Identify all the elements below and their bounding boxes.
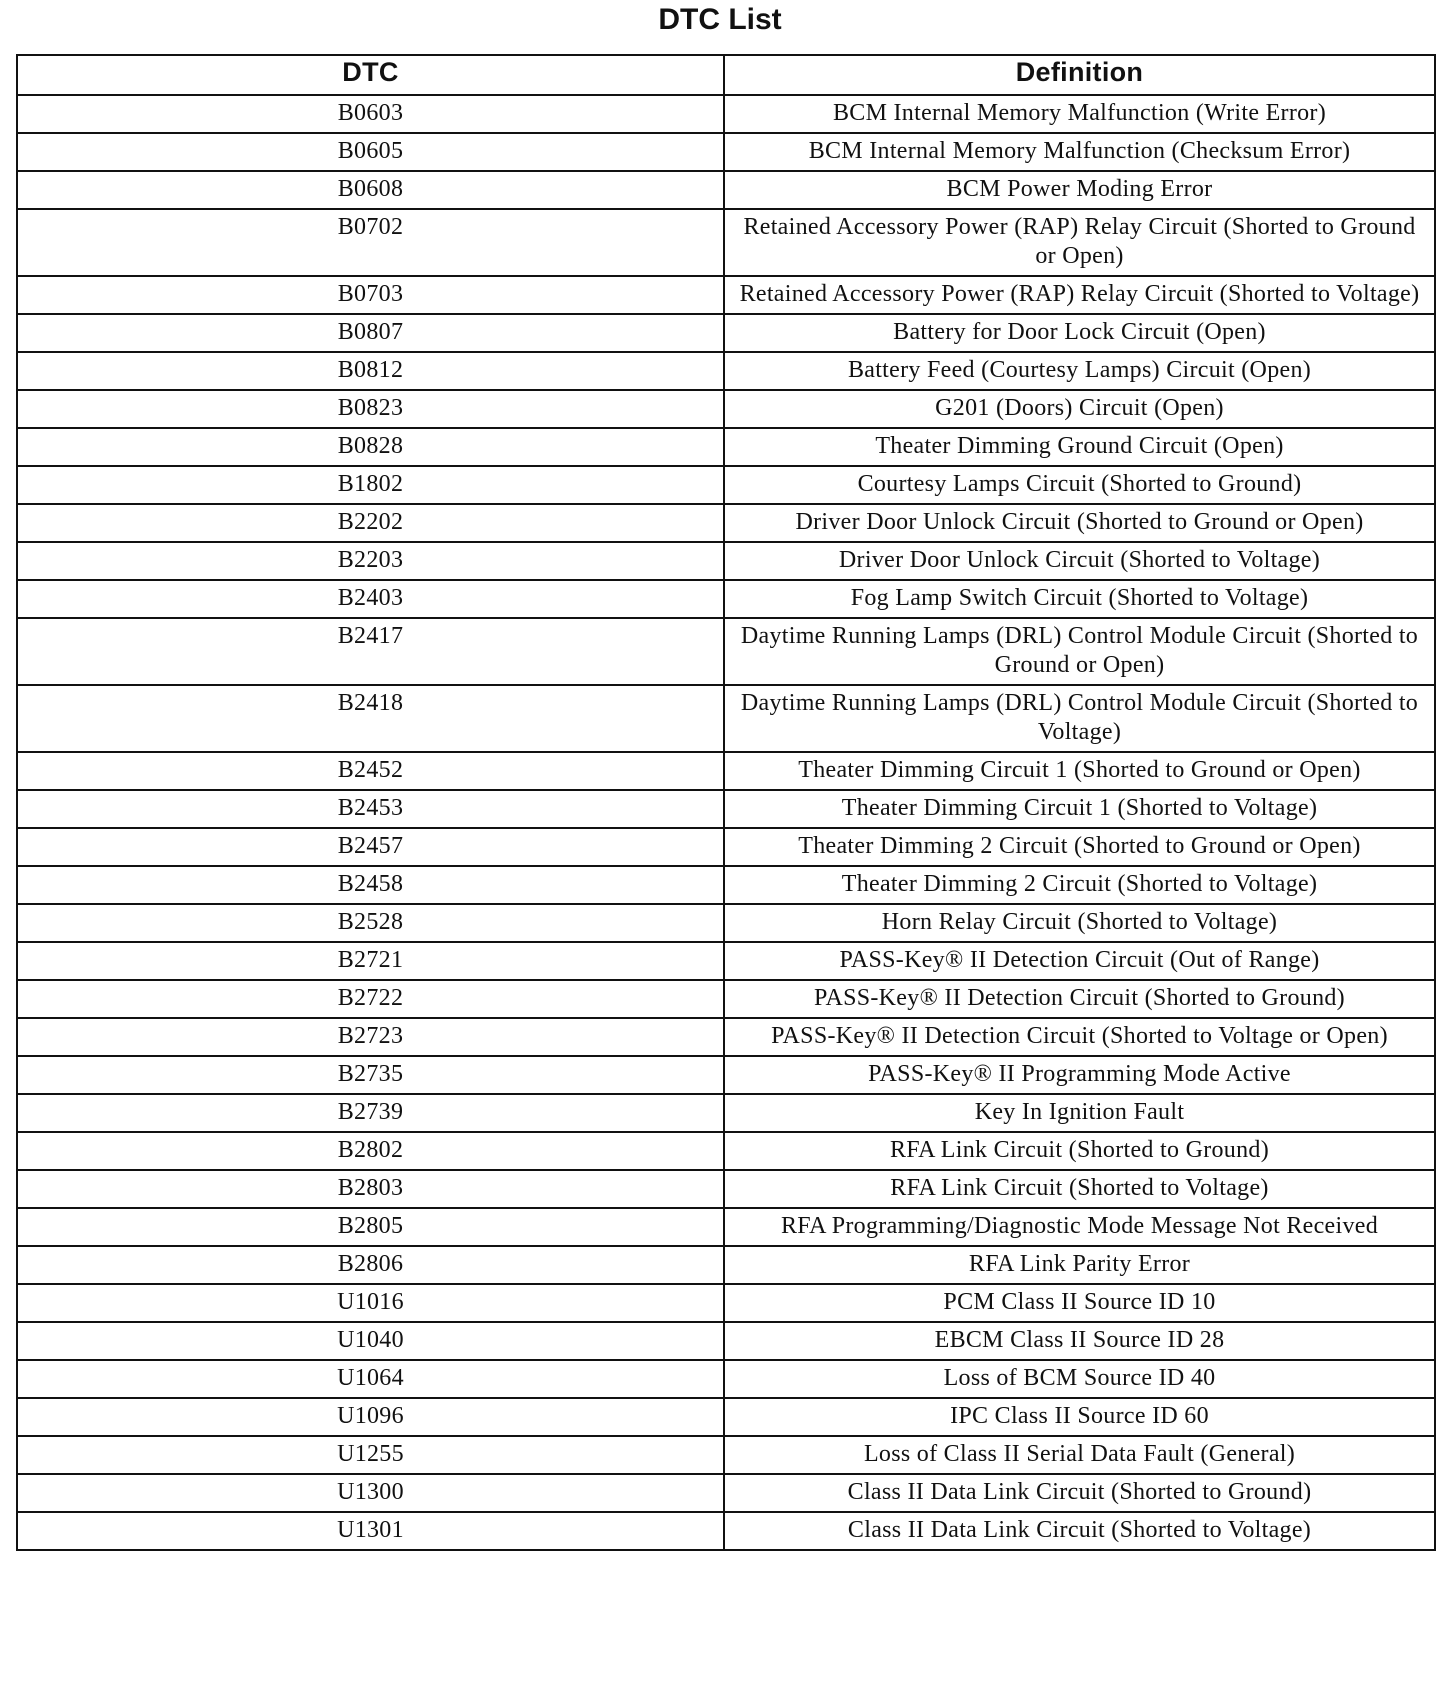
dtc-definition-cell: Theater Dimming Circuit 1 (Shorted to Voltage) <box>724 790 1435 828</box>
dtc-definition-cell: PASS-Key® II Detection Circuit (Shorted to Ground) <box>724 980 1435 1018</box>
table-row <box>17 1018 1435 1056</box>
dtc-definition-cell: Class II Data Link Circuit (Shorted to Voltage) <box>724 1512 1435 1550</box>
table-row <box>17 942 1435 980</box>
dtc-code-cell: B2721 <box>17 942 724 980</box>
dtc-definition-cell: PCM Class II Source ID 10 <box>724 1284 1435 1322</box>
table-row <box>17 1360 1435 1398</box>
dtc-code-cell: B0703 <box>17 276 724 314</box>
dtc-definition-cell: Battery Feed (Courtesy Lamps) Circuit (Open) <box>724 352 1435 390</box>
table-row <box>17 1056 1435 1094</box>
dtc-code-cell: B1802 <box>17 466 724 504</box>
dtc-definition-cell: Class II Data Link Circuit (Shorted to Ground) <box>724 1474 1435 1512</box>
dtc-code-cell: B2452 <box>17 752 724 790</box>
dtc-definition-cell: Theater Dimming Circuit 1 (Shorted to Ground or Open) <box>724 752 1435 790</box>
dtc-code-cell: B2203 <box>17 542 724 580</box>
table-row <box>17 685 1435 752</box>
dtc-code-cell: B2723 <box>17 1018 724 1056</box>
table-row <box>17 542 1435 580</box>
dtc-code-cell: B2457 <box>17 828 724 866</box>
table-row <box>17 1436 1435 1474</box>
table-row <box>17 1246 1435 1284</box>
header-row <box>17 55 1435 95</box>
table-row <box>17 618 1435 685</box>
dtc-code-cell: B0807 <box>17 314 724 352</box>
dtc-code-cell: B2403 <box>17 580 724 618</box>
dtc-code-cell: B2803 <box>17 1170 724 1208</box>
table-row <box>17 390 1435 428</box>
dtc-definition-cell: Driver Door Unlock Circuit (Shorted to Voltage) <box>724 542 1435 580</box>
column-header-definition: Definition <box>724 55 1435 95</box>
dtc-definition-cell: Fog Lamp Switch Circuit (Shorted to Voltage) <box>724 580 1435 618</box>
dtc-definition-cell: RFA Link Circuit (Shorted to Ground) <box>724 1132 1435 1170</box>
table-row <box>17 352 1435 390</box>
table-row <box>17 1284 1435 1322</box>
dtc-code-cell: B2735 <box>17 1056 724 1094</box>
table-row <box>17 1208 1435 1246</box>
dtc-table <box>16 54 1436 1551</box>
table-row <box>17 904 1435 942</box>
dtc-code-cell: U1040 <box>17 1322 724 1360</box>
dtc-code-cell: B2458 <box>17 866 724 904</box>
dtc-definition-cell: RFA Link Circuit (Shorted to Voltage) <box>724 1170 1435 1208</box>
table-row <box>17 752 1435 790</box>
dtc-definition-cell: Driver Door Unlock Circuit (Shorted to Ground or Open) <box>724 504 1435 542</box>
table-row <box>17 504 1435 542</box>
dtc-definition-cell: Daytime Running Lamps (DRL) Control Module Circuit (Shorted to Ground or Open) <box>724 618 1435 685</box>
dtc-definition-cell: EBCM Class II Source ID 28 <box>724 1322 1435 1360</box>
dtc-definition-cell: IPC Class II Source ID 60 <box>724 1398 1435 1436</box>
table-row <box>17 580 1435 618</box>
dtc-code-cell: B0702 <box>17 209 724 276</box>
dtc-code-cell: B2202 <box>17 504 724 542</box>
column-header-dtc: DTC <box>17 55 724 95</box>
table-row <box>17 466 1435 504</box>
dtc-code-cell: B0605 <box>17 133 724 171</box>
dtc-code-cell: U1096 <box>17 1398 724 1436</box>
dtc-code-cell: U1300 <box>17 1474 724 1512</box>
dtc-definition-cell: PASS-Key® II Programming Mode Active <box>724 1056 1435 1094</box>
dtc-definition-cell: Daytime Running Lamps (DRL) Control Module Circuit (Shorted to Voltage) <box>724 685 1435 752</box>
table-row <box>17 314 1435 352</box>
dtc-code-cell: B2802 <box>17 1132 724 1170</box>
dtc-definition-cell: G201 (Doors) Circuit (Open) <box>724 390 1435 428</box>
table-row <box>17 276 1435 314</box>
dtc-definition-cell: Retained Accessory Power (RAP) Relay Circuit (Shorted to Ground or Open) <box>724 209 1435 276</box>
dtc-code-cell: U1016 <box>17 1284 724 1322</box>
dtc-definition-cell: Theater Dimming 2 Circuit (Shorted to Ground or Open) <box>724 828 1435 866</box>
table-row <box>17 828 1435 866</box>
dtc-code-cell: B0823 <box>17 390 724 428</box>
table-row <box>17 980 1435 1018</box>
dtc-code-cell: U1301 <box>17 1512 724 1550</box>
dtc-definition-cell: RFA Programming/Diagnostic Mode Message Not Received <box>724 1208 1435 1246</box>
table-row <box>17 171 1435 209</box>
table-row <box>17 1132 1435 1170</box>
dtc-code-cell: B2528 <box>17 904 724 942</box>
table-row <box>17 209 1435 276</box>
dtc-definition-cell: Loss of Class II Serial Data Fault (General) <box>724 1436 1435 1474</box>
dtc-definition-cell: BCM Internal Memory Malfunction (Checksum Error) <box>724 133 1435 171</box>
dtc-definition-cell: Key In Ignition Fault <box>724 1094 1435 1132</box>
dtc-code-cell: U1064 <box>17 1360 724 1398</box>
dtc-definition-cell: Horn Relay Circuit (Shorted to Voltage) <box>724 904 1435 942</box>
table-row <box>17 133 1435 171</box>
dtc-code-cell: B0828 <box>17 428 724 466</box>
dtc-code-cell: B2722 <box>17 980 724 1018</box>
table-row <box>17 1474 1435 1512</box>
dtc-definition-cell: BCM Power Moding Error <box>724 171 1435 209</box>
table-row <box>17 95 1435 133</box>
dtc-definition-cell: Theater Dimming 2 Circuit (Shorted to Voltage) <box>724 866 1435 904</box>
table-row <box>17 790 1435 828</box>
dtc-definition-cell: Retained Accessory Power (RAP) Relay Circuit (Shorted to Voltage) <box>724 276 1435 314</box>
table-row <box>17 1512 1435 1550</box>
table-body <box>17 95 1435 1550</box>
dtc-code-cell: B2806 <box>17 1246 724 1284</box>
dtc-definition-cell: Loss of BCM Source ID 40 <box>724 1360 1435 1398</box>
dtc-definition-cell: PASS-Key® II Detection Circuit (Out of Range) <box>724 942 1435 980</box>
table-row <box>17 1398 1435 1436</box>
table-row <box>17 1094 1435 1132</box>
dtc-code-cell: B2417 <box>17 618 724 685</box>
table-row <box>17 1322 1435 1360</box>
dtc-definition-cell: Courtesy Lamps Circuit (Shorted to Ground) <box>724 466 1435 504</box>
table-row <box>17 428 1435 466</box>
table-row <box>17 1170 1435 1208</box>
dtc-code-cell: B2739 <box>17 1094 724 1132</box>
dtc-code-cell: B2453 <box>17 790 724 828</box>
table-header <box>17 55 1435 95</box>
dtc-code-cell: U1255 <box>17 1436 724 1474</box>
dtc-code-cell: B0603 <box>17 95 724 133</box>
dtc-code-cell: B0812 <box>17 352 724 390</box>
dtc-definition-cell: Theater Dimming Ground Circuit (Open) <box>724 428 1435 466</box>
dtc-definition-cell: Battery for Door Lock Circuit (Open) <box>724 314 1435 352</box>
dtc-definition-cell: BCM Internal Memory Malfunction (Write Error) <box>724 95 1435 133</box>
dtc-code-cell: B2805 <box>17 1208 724 1246</box>
table-row <box>17 866 1435 904</box>
dtc-code-cell: B2418 <box>17 685 724 752</box>
page-title: DTC List <box>658 3 782 36</box>
dtc-definition-cell: PASS-Key® II Detection Circuit (Shorted to Voltage or Open) <box>724 1018 1435 1056</box>
dtc-code-cell: B0608 <box>17 171 724 209</box>
dtc-definition-cell: RFA Link Parity Error <box>724 1246 1435 1284</box>
